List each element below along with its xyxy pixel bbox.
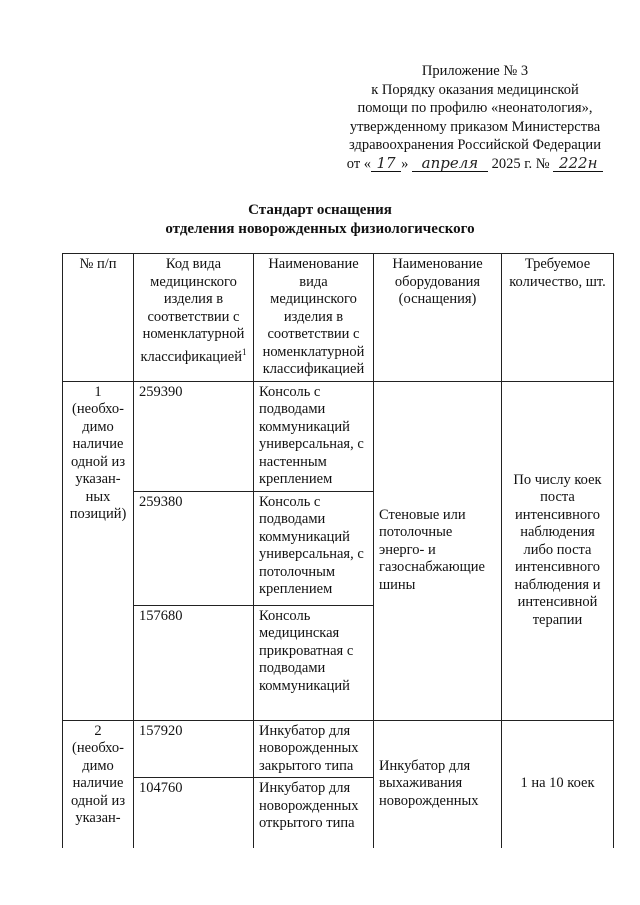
row-1-item-2-code: 259380 — [134, 491, 254, 605]
header-qty: Требуемое количество, шт. — [502, 254, 614, 382]
annex-line-approved: утвержденному приказом Министерства — [349, 118, 601, 135]
row-2-item-1-name: Инкубатор для новорожденных закрытого типа — [254, 720, 374, 778]
header-num: № п/п — [63, 254, 134, 382]
annex-header — [330, 62, 620, 173]
annex-line-profile: помощи по профилю «неонатология», — [357, 100, 593, 116]
row-2-num: 2 (необхо-димо наличие одной из указан- — [63, 720, 134, 848]
header-equipment: Наименование оборудования (оснащения) — [374, 254, 502, 382]
handwritten-order-number: 222н — [553, 155, 603, 172]
document-title — [120, 201, 520, 239]
date-mid: » — [401, 155, 409, 172]
equipment-table — [62, 253, 614, 848]
header-name: Наименование вида медицинского изделия в соответствии с номенклатурной классификацией — [254, 254, 374, 382]
title-line-1: Стандарт оснащения — [248, 202, 392, 218]
row-2-item-2-code: 104760 — [134, 778, 254, 848]
row-2-item-2-name: Инкубатор для новорожденных открытого типа — [254, 778, 374, 848]
date-year: 2025 г. № — [491, 155, 550, 172]
header-code-text: Код вида медицинского изделия в соответствии с номенклатурной классификацией — [140, 256, 245, 365]
table-header-row — [63, 254, 614, 382]
row-1-equipment: Стеновые или потолочные энерго- и газоснабжающие шины — [374, 381, 502, 720]
row-1-item-1-name: Консоль с подводами коммуникаций универсальная, с настенным креплением — [254, 381, 374, 491]
row-1-item-3-name: Консоль медицинская прикроватная с подводами коммуникаций — [254, 605, 374, 720]
date-prefix: от « — [346, 155, 372, 172]
row-1-qty: По числу коек поста интенсивного наблюдения либо поста интенсивного наблюдения и интенсивной терапии — [502, 381, 614, 720]
table-row — [63, 720, 614, 778]
table-row — [63, 381, 614, 491]
footnote-marker: 1 — [241, 346, 247, 357]
handwritten-day: 17 — [371, 155, 401, 172]
row-2-item-1-code: 157920 — [134, 720, 254, 778]
row-1-item-3-code: 157680 — [134, 605, 254, 720]
row-1-num: 1 (необхо-димо наличие одной из указан-ных позиций) — [63, 381, 134, 720]
row-1-item-1-code: 259390 — [134, 381, 254, 491]
title-line-2: отделения новорожденных физиологического — [165, 221, 475, 237]
row-1-item-2-name: Консоль с подводами коммуникаций универсальная, с потолочным креплением — [254, 491, 374, 605]
annex-line-ministry: здравоохранения Российской Федерации — [349, 137, 601, 153]
annex-number: Приложение № 3 — [421, 63, 529, 79]
header-code — [134, 254, 254, 382]
annex-date-line — [330, 155, 620, 174]
row-2-qty: 1 на 10 коек — [502, 720, 614, 848]
annex-line-order: к Порядку оказания медицинской — [371, 81, 579, 98]
handwritten-month: апреля — [412, 155, 488, 172]
row-2-equipment: Инкубатор для выхаживания новорожденных — [374, 720, 502, 848]
